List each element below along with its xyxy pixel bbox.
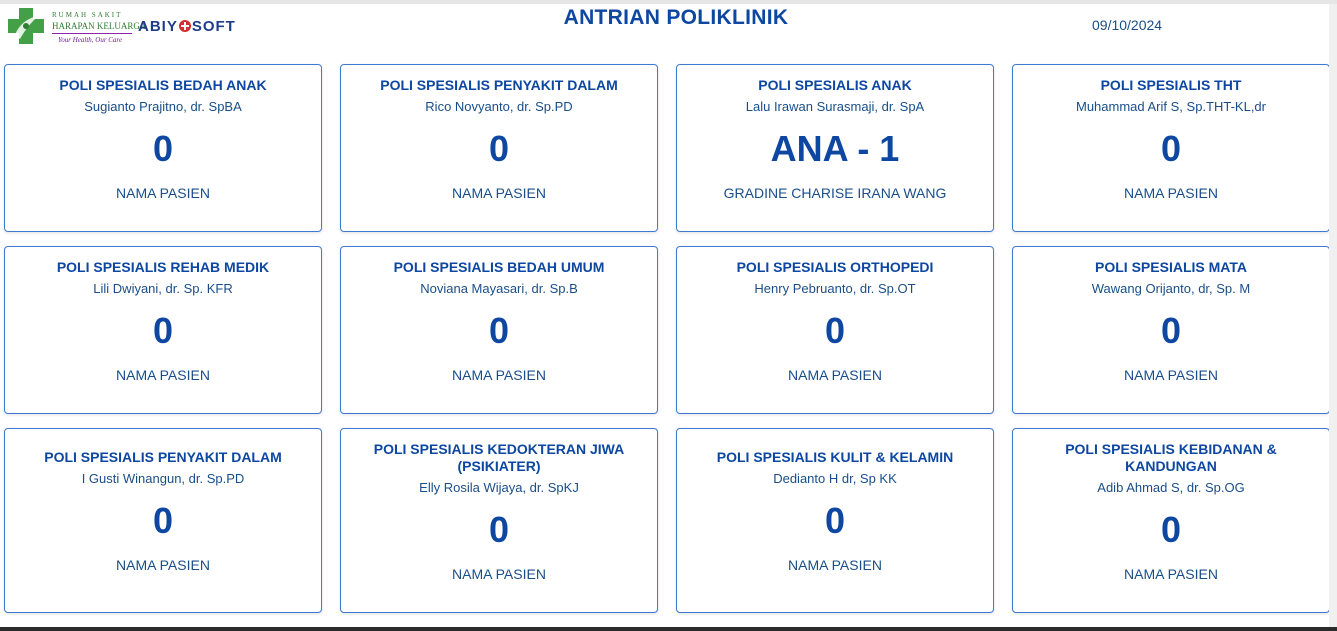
poli-name: POLI SPESIALIS KEBIDANAN & KANDUNGAN — [1065, 441, 1277, 474]
patient-name: NAMA PASIEN — [116, 367, 210, 383]
queue-card — [1012, 428, 1330, 613]
doctor-name: Lalu Irawan Surasmaji, dr. SpA — [745, 99, 925, 114]
patient-name: NAMA PASIEN — [1124, 367, 1218, 383]
queue-number: 0 — [824, 500, 846, 541]
poli-name: POLI SPESIALIS KULIT & KELAMIN — [716, 449, 954, 465]
hospital-logo-tagline: Your Health, Our Care — [58, 36, 123, 44]
queue-card — [340, 64, 658, 232]
doctor-name: Sugianto Prajitno, dr. SpBA — [84, 99, 242, 114]
queue-card — [676, 246, 994, 414]
poli-name: POLI SPESIALIS REHAB MEDIK — [56, 259, 270, 275]
queue-number: 0 — [152, 128, 174, 169]
vertical-scrollbar[interactable] — [1329, 4, 1337, 631]
page-title: ANTRIAN POLIKLINIK — [563, 6, 789, 29]
patient-name: NAMA PASIEN — [1124, 566, 1218, 582]
queue-number: 0 — [152, 500, 174, 541]
poli-name: POLI SPESIALIS BEDAH ANAK — [59, 77, 267, 93]
poli-name: POLI SPESIALIS KEDOKTERAN JIWA (PSIKIATER) — [373, 441, 625, 474]
queue-card — [1012, 246, 1330, 414]
doctor-name: Henry Pebruanto, dr. Sp.OT — [754, 281, 916, 296]
queue-number: 0 — [488, 310, 510, 351]
patient-name: NAMA PASIEN — [788, 367, 882, 383]
doctor-name: Adib Ahmad S, dr. Sp.OG — [1097, 480, 1245, 495]
queue-number: 0 — [488, 509, 510, 550]
poli-name: POLI SPESIALIS ORTHOPEDI — [736, 259, 934, 275]
doctor-name: Wawang Orijanto, dr, Sp. M — [1091, 281, 1251, 296]
poli-name: POLI SPESIALIS ANAK — [758, 77, 912, 93]
queue-card — [4, 428, 322, 613]
doctor-name: Lili Dwiyani, dr. Sp. KFR — [93, 281, 233, 296]
doctor-name: Rico Novyanto, dr. Sp.PD — [425, 99, 573, 114]
doctor-name: Noviana Mayasari, dr. Sp.B — [420, 281, 578, 296]
queue-number: 0 — [152, 310, 174, 351]
queue-number: 0 — [1160, 310, 1182, 351]
patient-name: NAMA PASIEN — [116, 185, 210, 201]
poli-name: POLI SPESIALIS PENYAKIT DALAM — [380, 77, 618, 93]
patient-name: NAMA PASIEN — [788, 557, 882, 573]
queue-card — [4, 64, 322, 232]
queue-number: 0 — [824, 310, 846, 351]
abiyosoft-logo-left: ABIY — [138, 18, 178, 35]
queue-card — [4, 246, 322, 414]
queue-card — [676, 428, 994, 613]
patient-name: NAMA PASIEN — [452, 566, 546, 582]
doctor-name: Dedianto H dr, Sp KK — [773, 471, 897, 486]
poli-name: POLI SPESIALIS PENYAKIT DALAM — [44, 449, 282, 465]
abiyosoft-logo-right: SOFT — [191, 18, 236, 35]
queue-card — [340, 246, 658, 414]
queue-card — [1012, 64, 1330, 232]
poli-name: POLI SPESIALIS MATA — [1095, 259, 1247, 275]
queue-card — [676, 64, 994, 232]
patient-name: NAMA PASIEN — [452, 185, 546, 201]
queue-number: 0 — [1160, 128, 1182, 169]
queue-number: 0 — [1160, 509, 1182, 550]
doctor-name: Muhammad Arif S, Sp.THT-KL,dr — [1075, 99, 1266, 114]
current-date: 09/10/2024 — [1092, 17, 1163, 33]
queue-number: ANA - 1 — [770, 128, 900, 169]
patient-name: NAMA PASIEN — [1124, 185, 1218, 201]
poli-name: POLI SPESIALIS THT — [1100, 77, 1242, 93]
queue-card — [340, 428, 658, 613]
patient-name: GRADINE CHARISE IRANA WANG — [723, 185, 947, 201]
hospital-logo-name: HARAPAN KELUARGA — [52, 21, 147, 31]
patient-name: NAMA PASIEN — [116, 557, 210, 573]
window-bottom-border — [0, 627, 1337, 631]
doctor-name: Elly Rosila Wijaya, dr. SpKJ — [419, 480, 579, 495]
hospital-logo-prefix: RUMAH SAKIT — [52, 11, 123, 19]
queue-number: 0 — [488, 128, 510, 169]
patient-name: NAMA PASIEN — [452, 367, 546, 383]
doctor-name: I Gusti Winangun, dr. Sp.PD — [81, 471, 245, 486]
poli-name: POLI SPESIALIS BEDAH UMUM — [393, 259, 605, 275]
page-header — [0, 4, 1337, 60]
hospital-logo-underline — [52, 33, 132, 34]
